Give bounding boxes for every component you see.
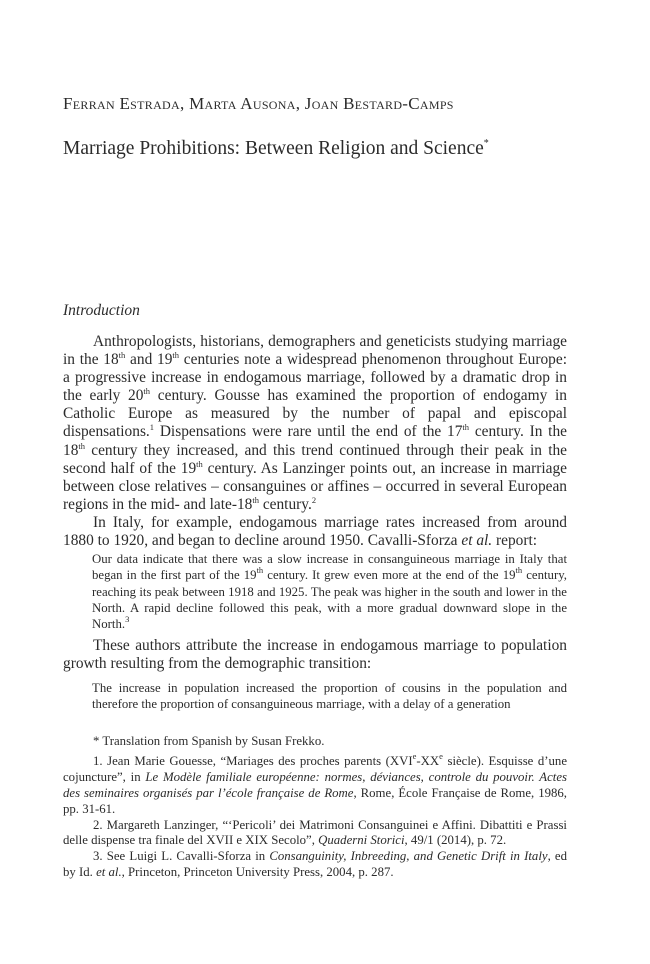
text-run: century. — [258, 495, 312, 513]
footnotes — [63, 734, 567, 881]
footnote-3 — [63, 849, 567, 881]
text-run: , 49/1 (2014), p. 72. — [404, 833, 507, 848]
paragraph-3-block — [63, 637, 567, 673]
text-run: Our data indicate that there was a slow increase in consanguineous marriage in Italy that began in the first part of the 19 — [92, 552, 567, 583]
text-run: Princeton, Princeton University Press, 2004, p. 287. — [124, 865, 394, 880]
paragraph-2 — [63, 514, 567, 550]
text-run: centuries note a widespread phenomenon throughout Europe: a progressive increase in endogamous marriage, followed by a dramatic drop in the early 20 — [63, 351, 567, 405]
text-run: Anthropologists, historians, demographers and geneticists studying marriage in the 18 — [63, 333, 567, 369]
italic-run: Consanguinity, Inbreeding, and Genetic Drift in Italy — [269, 849, 548, 864]
italic-run: Le Modèle familiale européenne: normes, déviances, controle du pouvoir. Actes des seminaires organisés par l’école française de Rome — [63, 769, 567, 800]
text-run: Dispensations were rare until the end of the 17 — [154, 423, 463, 441]
text-run: , Rome, École Française de Rome, 1986, pp. 31-61. — [63, 785, 567, 816]
italic-run: et al., — [96, 865, 125, 880]
text-run: century. As Lanzinger points out, an increase in marriage between close relatives – consanguines or affines – occurred in several European regions in the mid- and late-18 — [63, 459, 568, 513]
article-title — [63, 138, 603, 160]
superscript: th — [252, 494, 259, 505]
superscript: e — [439, 750, 443, 761]
text-run: report: — [492, 532, 538, 550]
text-run: siècle). Esquisse d’une cojuncture”, in — [63, 753, 567, 784]
italic-run: et al. — [461, 532, 493, 550]
footnote-ref[interactable]: 3 — [125, 614, 130, 625]
text-run: century they increased, and this trend continued through their peak in the second half of the 19 — [63, 441, 567, 477]
text-run: century. It grew even more at the end of the 19 — [263, 568, 516, 583]
title-text: Marriage Prohibitions: Between Religion and Science — [63, 138, 484, 159]
superscript: th — [143, 386, 151, 397]
section-heading: Introduction — [63, 302, 140, 319]
superscript: th — [78, 440, 86, 451]
superscript: th — [118, 350, 126, 361]
italic-run: Quaderni Storici — [318, 833, 405, 848]
text-run: -XX — [416, 753, 440, 768]
text-run: and 19 — [125, 351, 173, 369]
author-line: Ferran Estrada, Marta Ausona, Joan Bestard-Camps — [63, 94, 454, 113]
superscript: th — [462, 422, 470, 433]
intro-body — [63, 333, 567, 550]
block-quote-2: The increase in population increased the proportion of cousins in the population and therefore the proportion of consanguineous marriage, with a delay of a generation — [92, 681, 567, 712]
text-run: 3. See Luigi L. Cavalli-Sforza in — [93, 849, 270, 864]
superscript: th — [515, 565, 523, 576]
footnote-1 — [63, 750, 567, 818]
superscript: e — [412, 750, 417, 761]
text-run: 1. Jean Marie Gouesse, “Mariages des proches parents (XVI — [93, 753, 413, 768]
footnote-star: * Translation from Spanish by Susan Frekko. — [93, 734, 325, 748]
superscript: th — [196, 458, 203, 469]
text-run: century, reaching its peak between 1918 and 1925. The peak was higher in the south and lower in the North. A rapid decline followed this peak, with a more gradual downward slope in the North. — [92, 568, 567, 632]
text-run: , ed by Id. — [63, 849, 567, 880]
text-run: In Italy, for example, endogamous marriage rates increased from around 1880 to 1920, and began to decline around 1950. Cavalli-Sforza — [63, 513, 567, 550]
title-footnote-mark: * — [483, 138, 489, 149]
paragraph-1 — [63, 333, 567, 514]
footnote-2 — [63, 818, 567, 850]
text-run: century. In the 18 — [63, 423, 567, 459]
footnote-ref[interactable]: 1 — [149, 422, 155, 433]
text-run: 2. Margareth Lanzinger, “‘Pericoli’ dei Matrimoni Consanguinei e Affini. Dibattiti e Prassi delle dispense tra finale del XVII e XIX Secolo”, — [63, 817, 567, 848]
paragraph-3: These authors attribute the increase in endogamous marriage to population growth resulting from the demographic transition: — [63, 637, 567, 673]
footnote-ref[interactable]: 2 — [311, 494, 317, 505]
superscript: th — [256, 565, 264, 576]
superscript: th — [172, 350, 180, 361]
text-run: century. Gousse has examined the proportion of endogamy in Catholic Europe as measured by the number of papal and episcopal dispensations. — [63, 387, 567, 441]
block-quote-1 — [92, 551, 567, 632]
